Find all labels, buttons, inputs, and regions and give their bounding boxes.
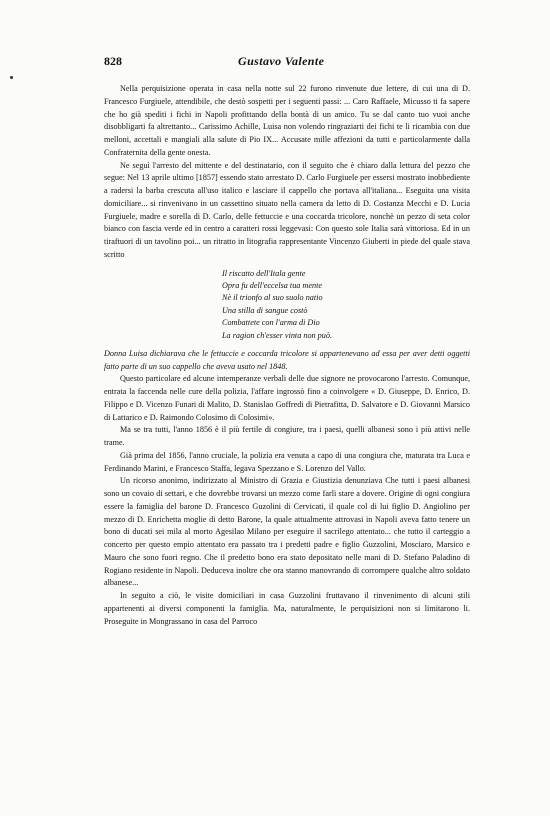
poem-block — [222, 268, 470, 342]
poem-line: Una stilla di sangue costò — [222, 305, 308, 315]
paragraph: Questo particolare ed alcune intemperanze verbali delle due signore ne provocarono l'arresto. Comunque, entrata la faccenda nelle cure della polizia, l'affare ingrossò fino a coinvolgere « D. Giuseppe, D. Enrico, D. Filippo e D. Vicenzo Funari di Malito, D. Stanislao Goffredi di Pietrafitta, D. Salvatore e D. Giovanni Marsico di Lattarico e D. Raimondo Colosimo di Colosimi». — [104, 374, 470, 422]
poem-line: La ragion ch'esser vinta non può. — [222, 330, 333, 340]
scan-speck — [10, 76, 13, 79]
body-text — [104, 83, 470, 628]
poem-line: Nè il trionfo al suo suolo natio — [222, 293, 323, 303]
running-title: Gustavo Valente — [238, 54, 325, 68]
paragraph: Già prima del 1856, l'anno cruciale, la polizia era venuta a capo di una congiura che, maturata tra Luca e Ferdinando Marini, e Francesco Staffa, legava Spezzano e S. Lorenzo del Vallo. — [104, 450, 470, 473]
paragraph: Un ricorso anonimo, indirizzato al Ministro di Grazia e Giustizia denunziava Che tutti i paesi albanesi sono un covaio di settari, e che dovrebbe trovarsi un mezzo come farli stare a dovere. Origine di ogni congiura essere la famiglia del barone D. Francesco Guzolini di Cervicati, il quale col di lui figlio D. Angiolino per mezzo di D. Enrichetta moglie di detto Barone, la quale attualmente attrovasi in Napoli aveva fatto tenere un bono di ducati sei mila al morto Agesilao Milano per eseguire il sacrilego attentato... che tutto il carteggio a concerto per questo empio attentato era passato tra i predetti padre e figlio Guzzolini, Mosciaro, Marsico e Mauro che sono fuori regno. Che il predetto bono era stato depositato nelle mani di D. Stefano Paladino di Rogiano residente in Napoli. Deduceva inoltre che ora stanno manovrando di corrompere qualche altro soldato albanese... — [104, 476, 470, 588]
paragraph: Ma se tra tutti, l'anno 1856 è il più fertile di congiure, tra i paesi, quelli albanesi sono i più attivi nelle trame. — [104, 425, 470, 448]
poem-line: Opra fu dell'eccelsa tua mente — [222, 280, 322, 290]
paragraph: Nella perquisizione operata in casa nella notte sul 22 furono rinvenute due lettere, di cui una di D. Francesco Furgiuele, attendibile, che destò sospetti per i seguenti passi: ... Caro Raffaele, Micusso ti fa sapere che ho già spediti i fichi in Napoli profittando della bontà di un amico. Tu se dal canto tuo vuoi anche disobbligarti fa altrettanto... Carissimo Achille, Luisa non volendo ringraziarti dei fichi te li ricambia con due melloni, accettali e mangiali alla salute di Pio IX... Accusate mille affezioni da tutti e particolarmente dalla Confraternita della gente onesta. — [104, 84, 470, 157]
poem-line: Il riscatto dell'Itala gente — [222, 268, 306, 278]
paragraph: Donna Luisa dichiarava che le fettuccie e coccarda tricolore si appartenevano ad essa per aver detti oggetti fatto parte di un suo cappello che aveva usato nel 1848. — [104, 348, 470, 371]
page-number: 828 — [104, 54, 122, 68]
running-header — [104, 54, 470, 72]
paragraph: In seguito a ciò, le visite domiciliari in casa Guzzolini fruttavano il rinvenimento di alcuni stili appartenenti ai diversi componenti la famiglia. Ma, naturalmente, le perquisizioni non si limitarono li. Proseguite in Mongrassano in casa del Parroco — [104, 591, 470, 626]
poem-line: Combattete con l'arma di Dio — [222, 318, 320, 328]
paragraph: Ne seguì l'arresto del mittente e del destinatario, con il seguito che è chiaro dalla lettura del pezzo che segue: Nel 13 aprile ultimo [1857] essendo stato arrestato D. Carlo Furgiuele per essersi mostrato inobbediente a radersi la barba crescuta all'uso italico e lasciare il cappello che portava all'italiana... Eseguita una visita domiciliare... si rinvenivano in un cassettino situato nella camera da letto di D. Costanza Mecchi e D. Lucia Furgiuele, madre e sorella di D. Carlo, delle fettuccie e una coccarda tricolore, nonchè un pezzo di seta color bianco con fascia verde ed in centro a caratteri rossi leggevasi: Con questo sole Italia sarà vittoriosa. Ed in un tiraftuori di un tavolino poi... un ritratto in litografia rappresentante Vincenzo Giuberti in piede del quale stava scritto — [104, 160, 470, 259]
